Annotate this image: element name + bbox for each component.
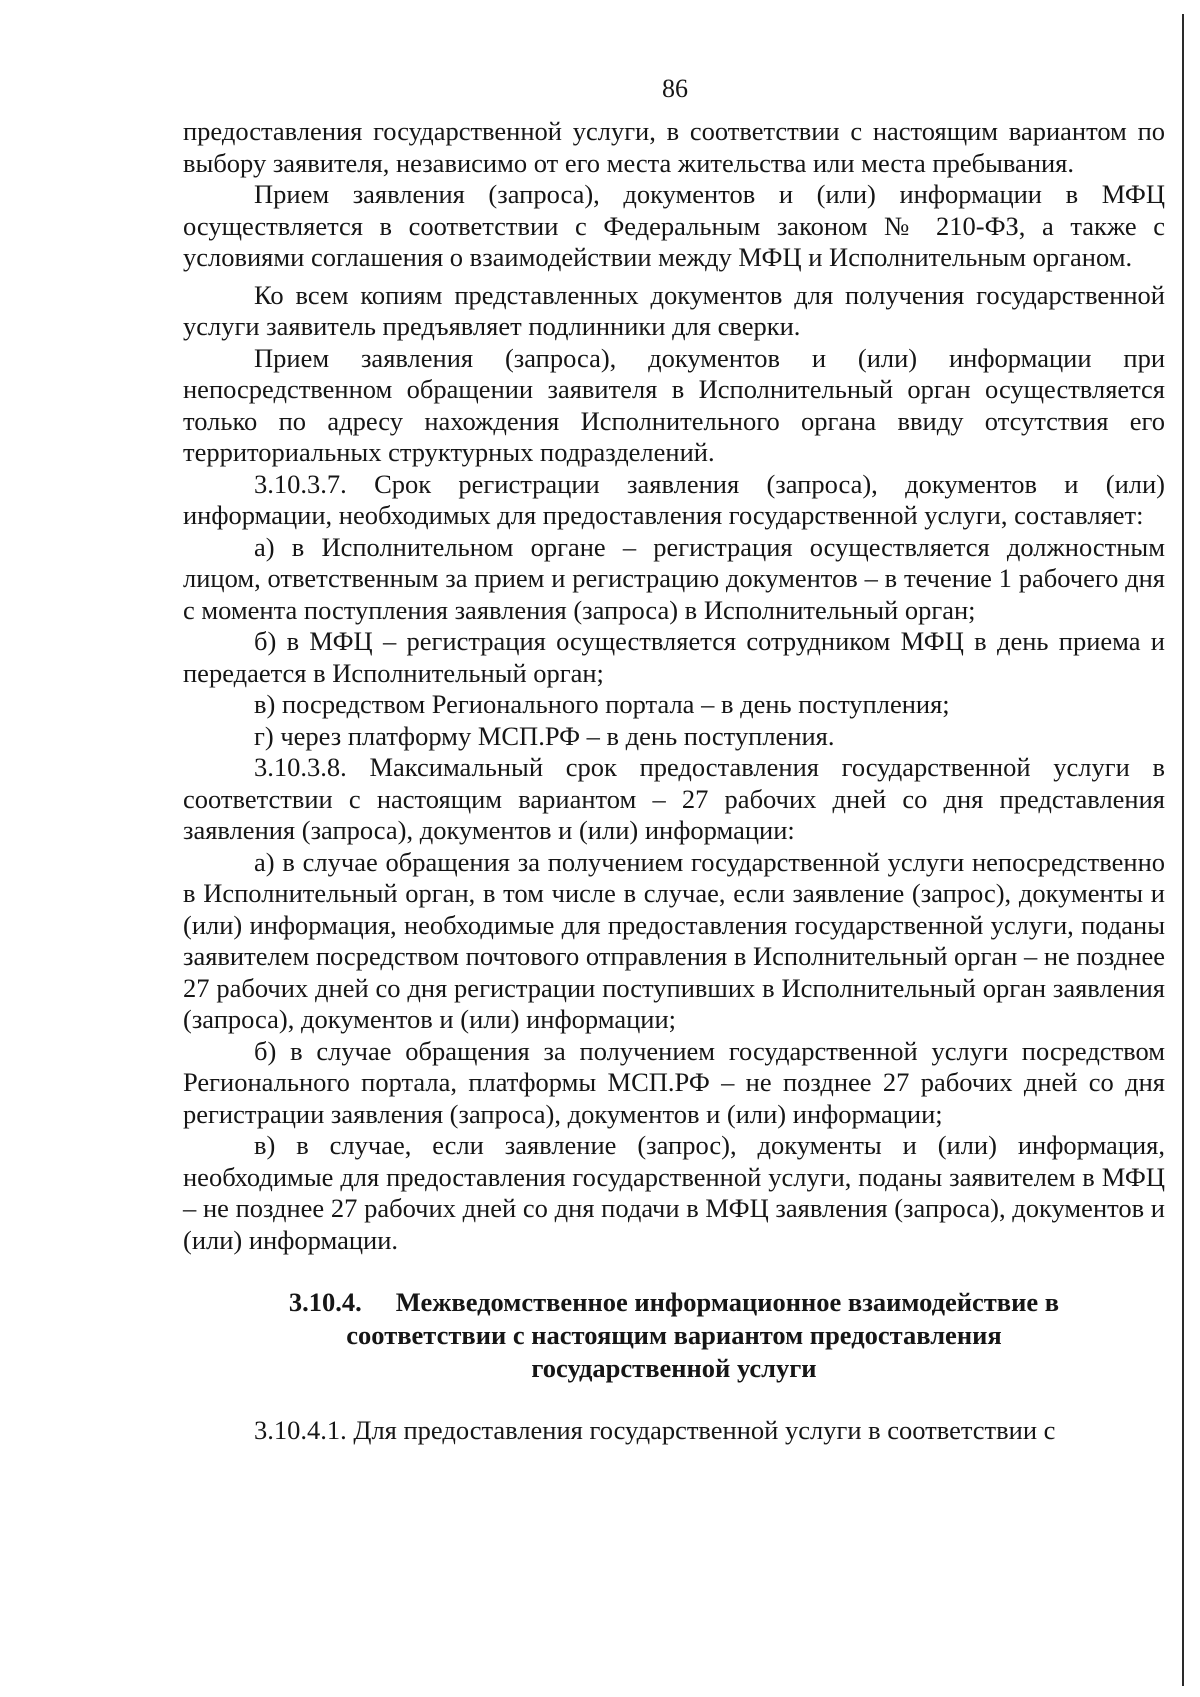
paragraph-item-b-registration: б) в МФЦ – регистрация осуществляется сотрудником МФЦ в день приема и передается в Исполнительный орган;: [183, 626, 1165, 688]
section-number: 3.10.4.: [288, 1287, 362, 1317]
paragraph-mfc-reception: Прием заявления (запроса), документов и (или) информации в МФЦ осуществляется в соответствии с Федеральным законом № 210-ФЗ, а также с условиями соглашения о взаимодействии между МФЦ и Исполнительным органом.: [183, 179, 1165, 272]
section-title-line-1: Межведомственное информационное взаимодействие в: [395, 1287, 1060, 1317]
paragraph-item-b-term: б) в случае обращения за получением государственной услуги посредством Регионального портала, платформы МСП.РФ – не позднее 27 рабочих дней со дня регистрации заявления (запроса), документов и (или) информации;: [183, 1035, 1165, 1129]
paragraph-originals: Ко всем копиям представленных документов для получения государственной услуги заявитель предъявляет подлинники для сверки.: [183, 279, 1165, 341]
section-heading: [183, 1286, 1165, 1385]
paragraph-3-10-3-7: 3.10.3.7. Срок регистрации заявления (запроса), документов и (или) информации, необходимых для предоставления государственной услуги, составляет:: [183, 468, 1165, 530]
paragraph-item-g-registration: г) через платформу МСП.РФ – в день поступления.: [254, 720, 835, 751]
paragraph-item-v-registration: в) посредством Регионального портала – в день поступления;: [254, 689, 950, 719]
section-title-line-2: соответствии с настоящим вариантом предоставления: [346, 1320, 1002, 1350]
page-edge-line: [1182, 14, 1184, 1686]
section-title-line-3: государственной услуги: [531, 1353, 817, 1383]
paragraph-direct-reception: Прием заявления (запроса), документов и (или) информации при непосредственном обращении заявителя в Исполнительный орган осуществляется только по адресу нахождения Исполнительного органа ввиду отсутствия его территориальных структурных подразделений.: [183, 342, 1165, 467]
paragraph-item-a-registration: а) в Исполнительном органе – регистрация осуществляется должностным лицом, ответственным за прием и регистрацию документов – в течение 1 рабочего дня с момента поступления заявления (запроса) в Исполнительный орган;: [183, 531, 1165, 625]
paragraph-continuation: предоставления государственной услуги, в соответствии с настоящим вариантом по выбору заявителя, независимо от его места жительства или места пребывания.: [183, 116, 1165, 178]
paragraph-3-10-3-8: 3.10.3.8. Максимальный срок предоставления государственной услуги в соответствии с настоящим вариантом – 27 рабочих дней со дня представления заявления (запроса), документов и (или) информации:: [183, 752, 1165, 845]
paragraph-3-10-4-1: 3.10.4.1. Для предоставления государственной услуги в соответствии с: [254, 1415, 1056, 1445]
document-body: [183, 116, 1165, 1447]
paragraph-item-a-term: а) в случае обращения за получением государственной услуги непосредственно в Исполнительный орган, в том числе в случае, если заявление (запрос), документы и (или) информация, необходимые для предоставления государственной услуги, поданы заявителем посредством почтового отправления в Исполнительный орган – не позднее 27 рабочих дней со дня регистрации поступивших в Исполнительный орган заявления (запроса), документов и (или) информации;: [183, 846, 1166, 1034]
page-number: 86: [662, 74, 688, 103]
paragraph-item-v-term: в) в случае, если заявление (запрос), документы и (или) информация, необходимые для предоставления государственной услуги, поданы заявителем в МФЦ – не позднее 27 рабочих дней со дня подачи в МФЦ заявления (запроса), документов и (или) информации.: [183, 1130, 1165, 1255]
